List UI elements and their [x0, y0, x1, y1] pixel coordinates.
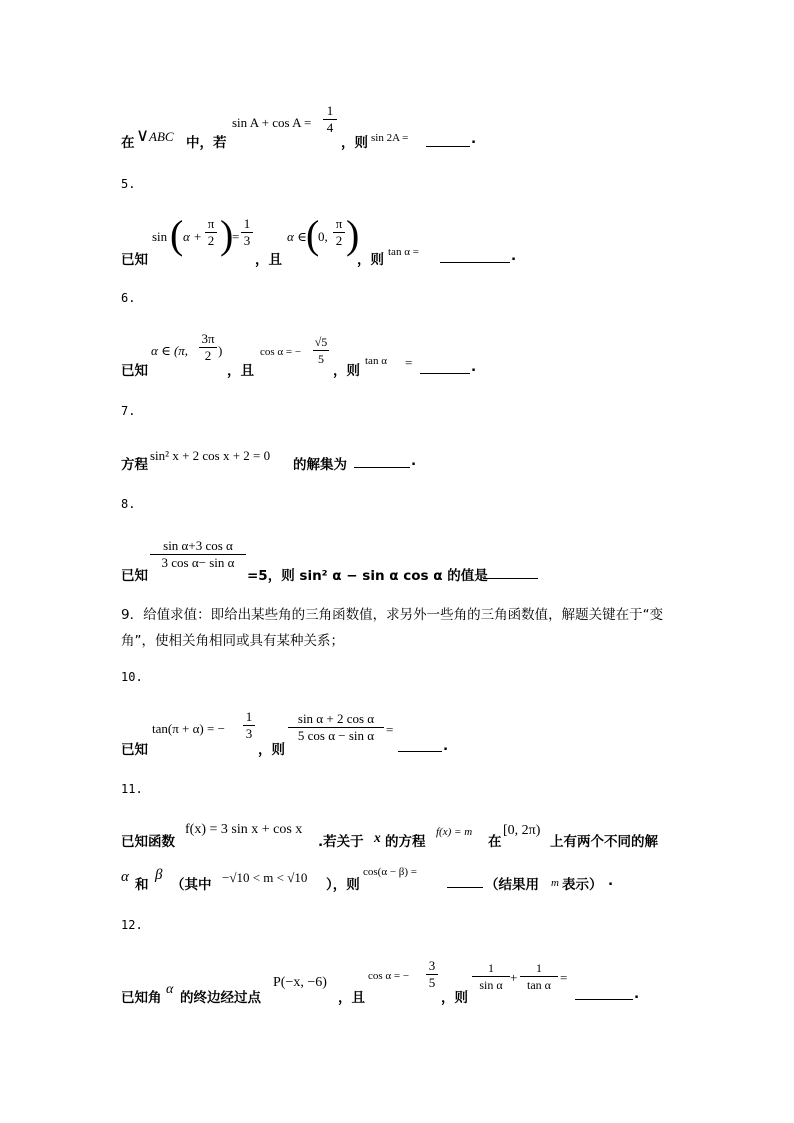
q12-number: 12.	[121, 918, 143, 932]
q6-then: ，则	[333, 363, 360, 379]
q8-number: 8.	[121, 497, 136, 511]
q12-equals: =	[560, 970, 568, 985]
q6-end: .	[471, 359, 477, 375]
q6-root-five: √5	[314, 335, 328, 349]
q11-mid2: 的方程	[385, 834, 426, 850]
q12-end: .	[634, 986, 640, 1002]
q10-then: ，则	[258, 742, 285, 758]
q4-fraction-denominator: 4	[326, 120, 334, 135]
q11-number: 11.	[121, 782, 143, 796]
q12-and: ，且	[338, 990, 365, 1006]
q6-number: 6.	[121, 291, 136, 305]
q6-three-pi-half	[199, 331, 217, 364]
q10-fraction	[288, 711, 384, 744]
q5-right-paren: )	[220, 212, 234, 257]
q7-end: .	[411, 453, 417, 469]
q12-first-fraction	[472, 960, 510, 993]
q11-end: .	[608, 873, 614, 889]
q7-answer-blank	[354, 467, 410, 468]
q8-rest: =5，则 sin² α − sin α cos α 的值是	[247, 568, 488, 584]
q5-set-pi-half	[333, 216, 345, 249]
q4-prefix: 在	[121, 135, 135, 151]
q6-equals: =	[405, 355, 413, 370]
q10-three: 3	[245, 726, 253, 741]
q10-one-third	[243, 709, 255, 742]
q4-fraction	[323, 103, 337, 136]
q5-set-right-paren: )	[346, 212, 360, 257]
q5-and: ，且	[255, 252, 282, 268]
q7-prefix: 方程	[121, 457, 148, 473]
q11-prefix: 已知函数	[121, 834, 175, 850]
q6-root-fraction	[313, 334, 329, 367]
q6-prefix: 已知	[121, 363, 148, 379]
q10-prefix: 已知	[121, 742, 148, 758]
q5-sin: sin	[152, 229, 168, 244]
q4-then: ，则	[341, 135, 368, 151]
q4-triangle-symbol: ∨	[136, 125, 150, 145]
q11-paren-close: ），则	[326, 877, 360, 893]
q8-answer-blank	[483, 578, 538, 579]
q11-hint: （结果用	[485, 877, 539, 893]
q12-point: P(−x, −6)	[273, 975, 327, 990]
q11-m: m	[551, 877, 559, 889]
q5-answer-blank	[440, 262, 510, 263]
q8-denominator: 3 cos α− sin α	[161, 555, 235, 570]
q11-cos: cos(α − β) =	[363, 866, 418, 878]
q11-paren-open: （其中	[171, 877, 212, 893]
q12-prefix: 已知角	[121, 990, 162, 1006]
q12-first-denominator: sin α	[479, 978, 503, 992]
q6-cos: cos α = −	[260, 346, 302, 358]
q11-mid4: 上有两个不同的解	[550, 834, 658, 850]
q10-equals: =	[386, 722, 394, 737]
q11-mid3: 在	[488, 834, 502, 850]
q4-fraction-numerator: 1	[326, 103, 334, 118]
q6-five: 5	[318, 352, 324, 366]
q11-equation: f(x) = m	[436, 826, 473, 838]
q12-five: 5	[428, 975, 436, 990]
q5-prefix: 已知	[121, 252, 148, 268]
q5-rhs: tan α =	[388, 246, 419, 258]
q9-paragraph: 9．给值求值：即给出某些角的三角函数值，求另外一些角的三角函数值，解题关键在于“变角”，使相关角相同或具有某种关系；	[121, 607, 664, 649]
q5-in-set: α ∈	[287, 229, 307, 244]
q4-expression: sin A + cos A =	[232, 115, 312, 130]
q4-mid-text: 中，若	[186, 135, 227, 151]
q5-set-two: 2	[335, 233, 343, 248]
q10-numerator: sin α + 2 cos α	[297, 711, 375, 726]
q8-fraction	[150, 538, 246, 571]
q11-hint2: 表示）	[562, 877, 603, 893]
q12-then: ，则	[441, 990, 468, 1006]
q12-second-fraction	[520, 960, 558, 993]
q11-range: −√10 < m < √10	[222, 870, 308, 885]
q5-alpha-plus: α +	[183, 229, 202, 244]
q6-and: ，且	[227, 363, 254, 379]
q10-number: 10.	[121, 670, 143, 684]
q12-first-numerator: 1	[488, 961, 494, 975]
q11-beta: β	[155, 867, 163, 883]
q4-answer-blank	[426, 146, 470, 147]
q5-end: .	[511, 248, 517, 264]
q10-one: 1	[245, 709, 253, 724]
q7-equation: sin² x + 2 cos x + 2 = 0	[150, 448, 271, 463]
q11-interval: [0, 2π)	[503, 823, 541, 838]
q10-expression: tan(π + α) = −	[152, 721, 225, 736]
q11-function: f(x) = 3 sin x + cos x	[185, 822, 303, 837]
q11-alpha: α	[121, 869, 129, 885]
q11-and: 和	[135, 877, 149, 893]
q6-two: 2	[204, 348, 212, 363]
q12-three-fifths	[426, 958, 438, 991]
q5-left-paren: (	[170, 212, 184, 257]
q5-zero: 0,	[318, 229, 328, 244]
q5-one-third	[241, 216, 253, 249]
q5-number: 5.	[121, 177, 136, 191]
q6-three-pi: 3π	[201, 331, 215, 346]
q5-set-left-paren: (	[306, 212, 320, 257]
q12-three: 3	[428, 958, 436, 973]
q5-three: 3	[243, 233, 251, 248]
q5-one: 1	[243, 216, 251, 231]
q5-then: ，则	[357, 252, 384, 268]
q10-end: .	[443, 738, 449, 754]
q11-answer-blank	[447, 887, 483, 888]
q12-second-denominator: tan α	[527, 978, 551, 992]
q12-mid: 的终边经过点	[180, 990, 261, 1006]
q4-triangle-name: ABC	[149, 129, 174, 144]
q12-cos: cos α = −	[368, 970, 410, 982]
q12-plus: +	[510, 970, 518, 985]
q12-second-numerator: 1	[536, 961, 542, 975]
q6-close: )	[218, 343, 223, 358]
q4-end: .	[471, 131, 477, 147]
q5-pi-half	[205, 216, 217, 249]
q11-mid1: .若关于	[318, 834, 364, 850]
q8-numerator: sin α+3 cos α	[163, 538, 233, 553]
q6-answer-blank	[420, 373, 470, 374]
q12-answer-blank	[575, 999, 633, 1000]
q5-set-pi: π	[335, 216, 343, 231]
q5-pi: π	[207, 216, 215, 231]
q10-answer-blank	[398, 751, 442, 752]
q8-prefix: 已知	[121, 568, 148, 584]
q5-two: 2	[207, 233, 215, 248]
q10-denominator: 5 cos α − sin α	[297, 728, 375, 743]
q7-number: 7.	[121, 404, 136, 418]
q6-rhs: tan α	[365, 355, 387, 367]
q4-rhs: sin 2A =	[371, 132, 409, 144]
q7-suffix: 的解集为	[293, 457, 347, 473]
q12-alpha: α	[166, 982, 174, 997]
q6-set: α ∈ (π,	[151, 343, 189, 358]
q5-equals: =	[232, 229, 240, 244]
q11-x: x	[374, 830, 381, 845]
